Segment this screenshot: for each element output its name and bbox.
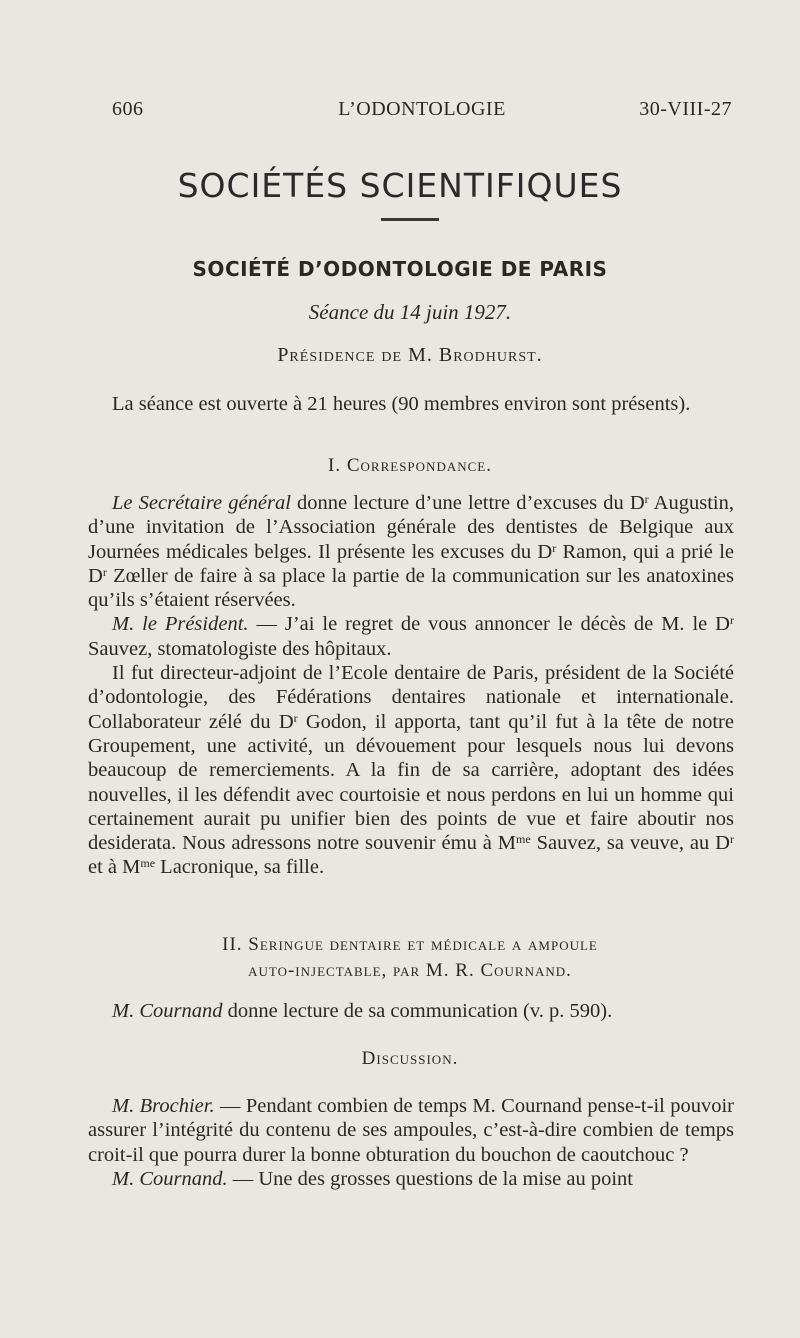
speaker-cournand: M. Cournand	[112, 1000, 223, 1022]
speaker-cournand-reply: M. Cournand.	[112, 1167, 228, 1190]
presidence-line: Présidence de M. Brodhurst.	[277, 344, 543, 366]
page-title: SOCIÉTÉS SCIENTIFIQUES	[177, 166, 623, 205]
page-number: 606	[112, 98, 144, 120]
running-head	[112, 98, 732, 128]
cournand-communication: M. Cournand donne lecture de sa communication (v. p. 590).	[112, 1000, 613, 1022]
opening-text: La séance est ouverte à 21 heures (90 membres environ sont présents).	[112, 393, 691, 415]
society-title: SOCIÉTÉ D’ODONTOLOGIE DE PARIS	[192, 257, 608, 281]
title-divider	[381, 218, 439, 221]
section-heading-discussion: Discussion.	[361, 1048, 459, 1069]
speaker-president: M. le Président.	[112, 613, 249, 636]
speaker-secretary: Le Secrétaire général	[112, 492, 291, 514]
tribute-text: Il fut directeur-adjoint de l’Ecole dentaire de Paris, président de la Société d’odontologie, des Fédérations dentaires nationale et internationale. Collaborateur zélé du D	[88, 662, 734, 733]
session-date: Séance du 14 juin 1927.	[308, 300, 512, 324]
speaker-brochier: M. Brochier.	[112, 1095, 215, 1117]
section-heading-correspondance: I. Correspondance.	[328, 455, 492, 476]
opening-paragraph	[88, 392, 734, 416]
correspondance-body: Le Secrétaire général donne lecture d’une lettre d’excuses du $D^r$ Augustin, d’une invitation de l’Association générale des dentistes de Belgique aux Journées médicales belges. Il présente les excuses du $D^r$ Ramon, qui a prié le $D^r$ Zœller de faire à sa place la partie de la communication sur les anatoxines qu’ils s’étaient réservées. M. le Président. — J’ai le regret de vous annoncer le décès de M. le $D^r$ Sauvez, stomatologiste des hôpitaux. Il fut directeur-adjoint de l’Ecole dentaire de Paris, président de la Société d’odontologie, des Fédérations dentaires nationale et internationale. Collaborateur zélé du $D^r$ Godon, il apporta, tant qu’il fut à la tête de notre Groupement, une activité, un dévouement pour lesquels nous lui devons beaucoup de remerciements. A la fin de sa carrière, adoptant des idées nouvelles, il les défendit avec courtoisie et nous perdons en lui un homme qui certainement aurait pu unifier bien des points de vue et faire aboutir nos desiderata. Nous adressons notre souvenir ému à $M^{me}$ Sauvez, sa veuve, au $D^r$ et à $M^{me}$ Lacronique, sa fille.	[88, 492, 734, 879]
section-heading-seringue: II. Seringue dentaire et médicale a ampoule auto-injectable, par M. R. Cournand.	[222, 934, 598, 981]
issue-date: 30-VIII-27	[639, 98, 732, 120]
discussion-body: M. Brochier. — Pendant combien de temps M. Cournand pense-t-il pouvoir assurer l’intégrité du contenu de ses ampoules, c’est-à-dire combien de temps croit-il que pourra durer la bonne obturation du bouchon de caoutchouc ? M. Cournand. — Une des grosses questions de la mise au point	[88, 1095, 735, 1190]
journal-title: L’ODONTOLOGIE	[338, 98, 506, 120]
